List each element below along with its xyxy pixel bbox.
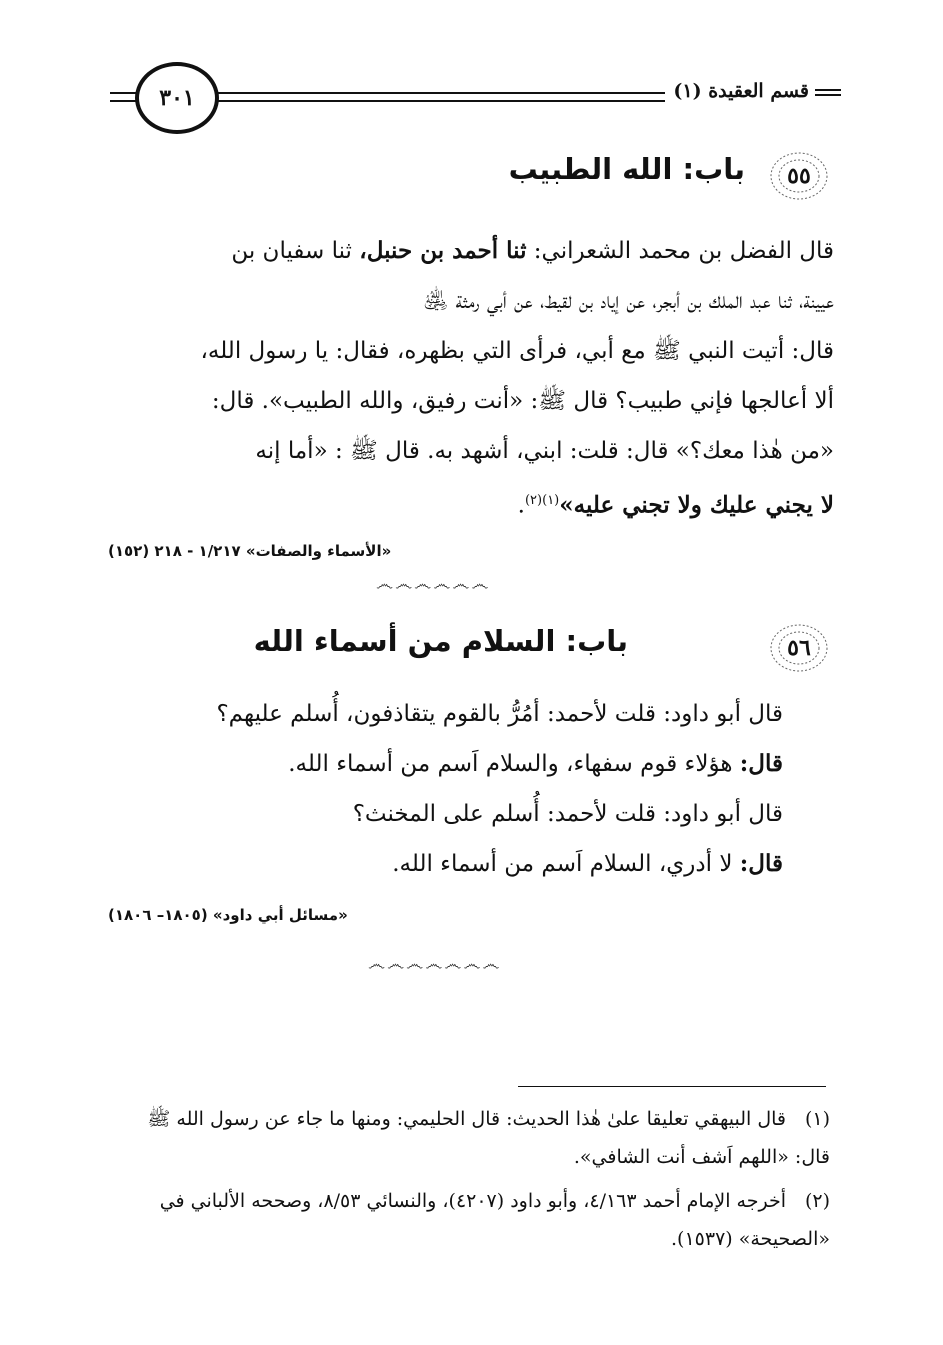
qa-text: هؤلاء قوم سفهاء، والسلام اَسم من أسماء الله. xyxy=(288,751,740,777)
qa-text: لا أدري، السلام اَسم من أسماء الله. xyxy=(392,851,740,877)
speaker-label: قال: xyxy=(739,850,783,877)
chapter-55-rosette xyxy=(768,150,830,202)
section-divider-ornament: ෴෴෴෴෴෴෴ xyxy=(368,954,502,975)
chapter-56-source: «مسائل أبي داود» (١٨٠٥– ١٨٠٦) xyxy=(108,906,348,924)
footnote-text: أخرجه الإمام أحمد ٤/١٦٣، وأبو داود (٤٢٠٧)، والنسائي ٨/٥٣، وصححه الألباني في «الصحيحة» (١٥٣٧). xyxy=(159,1190,830,1250)
body-line xyxy=(108,476,834,531)
section-title: قسم العقيدة (١) xyxy=(673,80,809,102)
footnote-number: (٢) xyxy=(804,1190,830,1212)
page-number-text: ٣٠١ xyxy=(159,85,195,111)
qa-line xyxy=(392,850,783,877)
text-run: . xyxy=(517,492,525,519)
text-run: ثنا سفيان بن xyxy=(231,238,360,264)
chapter-55-body xyxy=(108,226,834,531)
section-divider-ornament: ෴෴෴෴෴෴ xyxy=(376,574,491,595)
chapter-55-title: باب: الله الطبيب xyxy=(508,152,745,186)
chapter-56-title: باب: السلام من أسماء الله xyxy=(253,624,628,658)
qa-line xyxy=(288,750,783,777)
header-dash xyxy=(815,89,841,96)
footnote-separator xyxy=(518,1086,826,1087)
qa-text: قال أبو داود: قلت لأحمد: أُسلم على المخنث؟ xyxy=(352,801,783,827)
body-line: قال: أتيت النبي ﷺ مع أبي، فرأى التي بظهره، فقال: يا رسول الله، xyxy=(200,338,834,364)
body-line xyxy=(108,226,834,276)
chapter-55-number: ٥٥ xyxy=(787,163,811,189)
qa-text: قال أبو داود: قلت لأحمد: أمُرُّ بالقوم يتقاذفون، أُسلم عليهم؟ xyxy=(216,701,783,727)
running-header xyxy=(665,80,841,106)
body-line: «من هٰذا معك؟» قال: قلت: ابني، أشهد به. قال ﷺ : «أما إنه xyxy=(255,438,834,464)
body-line: عيينة، ثنا عبد الملك بن أبجر، عن إياد بن لقيط، عن أبي رمثة ﵁ xyxy=(423,288,834,314)
bold-text-run: ثنا أحمد بن حنبل، xyxy=(359,237,527,264)
page-number xyxy=(135,62,219,134)
footnote-number: (١) xyxy=(804,1108,830,1130)
footnote-ref[interactable]: (١)(٢) xyxy=(524,493,560,508)
chapter-56-number: ٥٦ xyxy=(787,635,811,661)
body-line: ألا أعالجها فإني طبيب؟ قال ﷺ: «أنت رفيق، والله الطبيب». قال: xyxy=(211,388,834,414)
footnote-text: قال البيهقي تعليقا علىٰ هٰذا الحديث: قال الحليمي: ومنها ما جاء عن رسول الله ﷺ قال: «اللهم اَشف أنت الشافي». xyxy=(147,1108,830,1168)
qa-line xyxy=(353,800,783,827)
bold-text-run: لا يجني عليك ولا تجني عليه» xyxy=(559,491,834,519)
speaker-label: قال: xyxy=(739,750,783,777)
qa-line xyxy=(216,700,783,727)
chapter-56-rosette xyxy=(768,622,830,674)
text-run: قال الفضل بن محمد الشعراني: xyxy=(526,238,834,264)
footnote-1 xyxy=(108,1100,830,1176)
chapter-55-source: «الأسماء والصفات» ١/٢١٧ - ٢١٨ (١٥٢) xyxy=(108,542,392,560)
footnote-2 xyxy=(108,1182,830,1258)
